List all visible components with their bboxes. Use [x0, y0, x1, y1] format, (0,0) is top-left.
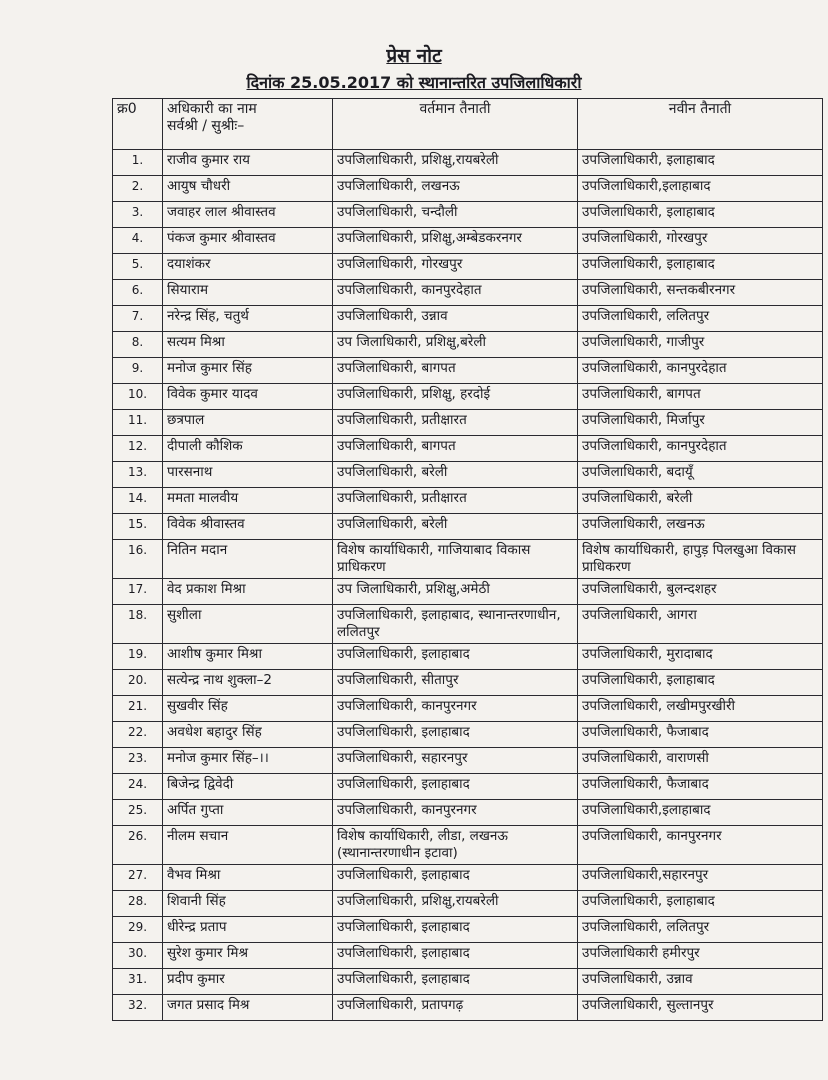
serial-number-cell: 26. [113, 826, 163, 865]
serial-number-cell: 21. [113, 696, 163, 722]
officer-name-cell: पंकज कुमार श्रीवास्तव [163, 228, 333, 254]
serial-number-cell: 8. [113, 332, 163, 358]
table-row [113, 228, 823, 254]
table-row [113, 969, 823, 995]
current-posting-cell: उपजिलाधिकारी, इलाहाबाद [333, 917, 578, 943]
serial-number-cell: 17. [113, 579, 163, 605]
serial-number-cell: 18. [113, 605, 163, 644]
table-row [113, 774, 823, 800]
serial-number-cell: 30. [113, 943, 163, 969]
table-row [113, 917, 823, 943]
table-row [113, 670, 823, 696]
current-posting-cell: उपजिलाधिकारी, इलाहाबाद [333, 943, 578, 969]
officer-name-cell: नरेन्द्र सिंह, चतुर्थ [163, 306, 333, 332]
new-posting-cell: उपजिलाधिकारी हमीरपुर [578, 943, 823, 969]
table-row [113, 800, 823, 826]
current-posting-cell: उपजिलाधिकारी, इलाहाबाद [333, 969, 578, 995]
current-posting-cell: उपजिलाधिकारी, प्रशिक्षु,अम्बेडकरनगर [333, 228, 578, 254]
new-posting-cell: उपजिलाधिकारी, बागपत [578, 384, 823, 410]
table-row [113, 150, 823, 176]
serial-number-cell: 9. [113, 358, 163, 384]
serial-number-cell: 3. [113, 202, 163, 228]
officer-name-cell: प्रदीप कुमार [163, 969, 333, 995]
serial-number-cell: 13. [113, 462, 163, 488]
current-posting-cell: उपजिलाधिकारी, इलाहाबाद, स्थानान्तरणाधीन, ललितपुर [333, 605, 578, 644]
current-posting-cell: उपजिलाधिकारी, कानपुरनगर [333, 696, 578, 722]
table-row [113, 605, 823, 644]
new-posting-cell: उपजिलाधिकारी,इलाहाबाद [578, 176, 823, 202]
serial-number-cell: 6. [113, 280, 163, 306]
officer-name-cell: अवधेश बहादुर सिंह [163, 722, 333, 748]
new-posting-cell: उपजिलाधिकारी, इलाहाबाद [578, 891, 823, 917]
officer-name-cell: वैभव मिश्रा [163, 865, 333, 891]
serial-number-cell: 23. [113, 748, 163, 774]
officer-name-cell: नीलम सचान [163, 826, 333, 865]
table-row [113, 540, 823, 579]
header-row [113, 99, 823, 150]
officer-name-cell: दयाशंकर [163, 254, 333, 280]
current-posting-cell: उपजिलाधिकारी, सीतापुर [333, 670, 578, 696]
table-row [113, 254, 823, 280]
new-posting-cell: उपजिलाधिकारी, लखीमपुरखीरी [578, 696, 823, 722]
officer-name-cell: सत्यम मिश्रा [163, 332, 333, 358]
table-row [113, 332, 823, 358]
current-posting-cell: उपजिलाधिकारी, चन्दौली [333, 202, 578, 228]
table-row [113, 579, 823, 605]
transfer-table [112, 98, 823, 1021]
new-posting-cell: उपजिलाधिकारी, इलाहाबाद [578, 254, 823, 280]
officer-name-cell: जगत प्रसाद मिश्र [163, 995, 333, 1021]
table-row [113, 410, 823, 436]
officer-name-cell: सुखवीर सिंह [163, 696, 333, 722]
serial-number-cell: 27. [113, 865, 163, 891]
table-row [113, 748, 823, 774]
current-posting-cell: उपजिलाधिकारी, इलाहाबाद [333, 774, 578, 800]
new-posting-cell: उपजिलाधिकारी, गाजीपुर [578, 332, 823, 358]
officer-name-cell: जवाहर लाल श्रीवास्तव [163, 202, 333, 228]
document-header [0, 44, 828, 94]
new-posting-cell: उपजिलाधिकारी,इलाहाबाद [578, 800, 823, 826]
officer-name-cell: अर्पित गुप्ता [163, 800, 333, 826]
table-row [113, 891, 823, 917]
current-posting-cell: उपजिलाधिकारी, इलाहाबाद [333, 865, 578, 891]
serial-number-cell: 2. [113, 176, 163, 202]
new-posting-cell: उपजिलाधिकारी, इलाहाबाद [578, 202, 823, 228]
new-posting-cell: उपजिलाधिकारी, बदायूँ [578, 462, 823, 488]
new-posting-cell: उपजिलाधिकारी, मुरादाबाद [578, 644, 823, 670]
officer-name-cell: मनोज कुमार सिंह [163, 358, 333, 384]
new-posting-cell: उपजिलाधिकारी, आगरा [578, 605, 823, 644]
new-posting-cell: उपजिलाधिकारी, लखनऊ [578, 514, 823, 540]
officer-name-cell: ममता मालवीय [163, 488, 333, 514]
new-posting-cell: उपजिलाधिकारी, इलाहाबाद [578, 150, 823, 176]
column-officer-name-line2: सर्वश्री / सुश्रीः– [167, 118, 245, 134]
table-row [113, 306, 823, 332]
officer-name-cell: सुशीला [163, 605, 333, 644]
new-posting-cell: उपजिलाधिकारी,सहारनपुर [578, 865, 823, 891]
serial-number-cell: 14. [113, 488, 163, 514]
officer-name-cell: सुरेश कुमार मिश्र [163, 943, 333, 969]
current-posting-cell: उप जिलाधिकारी, प्रशिक्षु,अमेठी [333, 579, 578, 605]
current-posting-cell: उपजिलाधिकारी, बरेली [333, 462, 578, 488]
new-posting-cell: उपजिलाधिकारी, कानपुरनगर [578, 826, 823, 865]
new-posting-cell: विशेष कार्याधिकारी, हापुड़ पिलखुआ विकास प्राधिकरण [578, 540, 823, 579]
table-row [113, 488, 823, 514]
table-row [113, 436, 823, 462]
current-posting-cell: उपजिलाधिकारी, लखनऊ [333, 176, 578, 202]
table-row [113, 358, 823, 384]
table-row [113, 462, 823, 488]
officer-name-cell: विवेक श्रीवास्तव [163, 514, 333, 540]
serial-number-cell: 5. [113, 254, 163, 280]
current-posting-cell: उपजिलाधिकारी, प्रशिक्षु,रायबरेली [333, 891, 578, 917]
current-posting-cell: उपजिलाधिकारी, उन्नाव [333, 306, 578, 332]
column-new-posting: नवीन तैनाती [578, 99, 823, 150]
current-posting-cell: उपजिलाधिकारी, प्रतीक्षारत [333, 410, 578, 436]
officer-name-cell: छत्रपाल [163, 410, 333, 436]
current-posting-cell: विशेष कार्याधिकारी, लीडा, लखनऊ (स्थानान्तरणाधीन इटावा) [333, 826, 578, 865]
new-posting-cell: उपजिलाधिकारी, इलाहाबाद [578, 670, 823, 696]
officer-name-cell: मनोज कुमार सिंह–।। [163, 748, 333, 774]
current-posting-cell: उपजिलाधिकारी, प्रतीक्षारत [333, 488, 578, 514]
column-officer-name [163, 99, 333, 150]
new-posting-cell: उपजिलाधिकारी, सुल्तानपुर [578, 995, 823, 1021]
new-posting-cell: उपजिलाधिकारी, सन्तकबीरनगर [578, 280, 823, 306]
column-officer-name-line1: अधिकारी का नाम [167, 101, 257, 117]
current-posting-cell: उपजिलाधिकारी, गोरखपुर [333, 254, 578, 280]
current-posting-cell: विशेष कार्याधिकारी, गाजियाबाद विकास प्राधिकरण [333, 540, 578, 579]
current-posting-cell: उपजिलाधिकारी, बागपत [333, 358, 578, 384]
officer-name-cell: पारसनाथ [163, 462, 333, 488]
officer-name-cell: आयुष चौधरी [163, 176, 333, 202]
document-title: प्रेस नोट [386, 45, 442, 67]
serial-number-cell: 32. [113, 995, 163, 1021]
officer-name-cell: शिवानी सिंह [163, 891, 333, 917]
table-row [113, 722, 823, 748]
serial-number-cell: 15. [113, 514, 163, 540]
table-row [113, 176, 823, 202]
officer-name-cell: नितिन मदान [163, 540, 333, 579]
new-posting-cell: उपजिलाधिकारी, कानपुरदेहात [578, 358, 823, 384]
officer-name-cell: विवेक कुमार यादव [163, 384, 333, 410]
serial-number-cell: 29. [113, 917, 163, 943]
officer-name-cell: धीरेन्द्र प्रताप [163, 917, 333, 943]
current-posting-cell: उपजिलाधिकारी, बागपत [333, 436, 578, 462]
table-row [113, 384, 823, 410]
new-posting-cell: उपजिलाधिकारी, वाराणसी [578, 748, 823, 774]
current-posting-cell: उपजिलाधिकारी, बरेली [333, 514, 578, 540]
current-posting-cell: उपजिलाधिकारी, कानपुरनगर [333, 800, 578, 826]
officer-name-cell: राजीव कुमार राय [163, 150, 333, 176]
table-row [113, 995, 823, 1021]
table-row [113, 644, 823, 670]
new-posting-cell: उपजिलाधिकारी, उन्नाव [578, 969, 823, 995]
officer-name-cell: आशीष कुमार मिश्रा [163, 644, 333, 670]
current-posting-cell: उपजिलाधिकारी, इलाहाबाद [333, 722, 578, 748]
serial-number-cell: 11. [113, 410, 163, 436]
table-row [113, 696, 823, 722]
new-posting-cell: उपजिलाधिकारी, फैजाबाद [578, 722, 823, 748]
new-posting-cell: उपजिलाधिकारी, बुलन्दशहर [578, 579, 823, 605]
table-body [113, 150, 823, 1021]
table-row [113, 943, 823, 969]
document-subtitle: दिनांक 25.05.2017 को स्थानान्तरित उपजिलाधिकारी [246, 73, 582, 92]
officer-name-cell: वेद प्रकाश मिश्रा [163, 579, 333, 605]
serial-number-cell: 28. [113, 891, 163, 917]
officer-name-cell: बिजेन्द्र द्विवेदी [163, 774, 333, 800]
column-serial: क्र0 [113, 99, 163, 150]
table-row [113, 202, 823, 228]
table-row [113, 826, 823, 865]
serial-number-cell: 25. [113, 800, 163, 826]
current-posting-cell: उप जिलाधिकारी, प्रशिक्षु,बरेली [333, 332, 578, 358]
serial-number-cell: 1. [113, 150, 163, 176]
new-posting-cell: उपजिलाधिकारी, ललितपुर [578, 306, 823, 332]
serial-number-cell: 10. [113, 384, 163, 410]
new-posting-cell: उपजिलाधिकारी, फैजाबाद [578, 774, 823, 800]
new-posting-cell: उपजिलाधिकारी, कानपुरदेहात [578, 436, 823, 462]
current-posting-cell: उपजिलाधिकारी, इलाहाबाद [333, 644, 578, 670]
table-row [113, 865, 823, 891]
new-posting-cell: उपजिलाधिकारी, बरेली [578, 488, 823, 514]
serial-number-cell: 7. [113, 306, 163, 332]
officer-name-cell: सियाराम [163, 280, 333, 306]
serial-number-cell: 12. [113, 436, 163, 462]
new-posting-cell: उपजिलाधिकारी, ललितपुर [578, 917, 823, 943]
current-posting-cell: उपजिलाधिकारी, प्रतापगढ़ [333, 995, 578, 1021]
serial-number-cell: 20. [113, 670, 163, 696]
new-posting-cell: उपजिलाधिकारी, गोरखपुर [578, 228, 823, 254]
column-current-posting: वर्तमान तैनाती [333, 99, 578, 150]
current-posting-cell: उपजिलाधिकारी, प्रशिक्षु,रायबरेली [333, 150, 578, 176]
current-posting-cell: उपजिलाधिकारी, सहारनपुर [333, 748, 578, 774]
serial-number-cell: 16. [113, 540, 163, 579]
serial-number-cell: 19. [113, 644, 163, 670]
table-row [113, 514, 823, 540]
serial-number-cell: 31. [113, 969, 163, 995]
table-row [113, 280, 823, 306]
current-posting-cell: उपजिलाधिकारी, प्रशिक्षु, हरदोई [333, 384, 578, 410]
new-posting-cell: उपजिलाधिकारी, मिर्जापुर [578, 410, 823, 436]
serial-number-cell: 22. [113, 722, 163, 748]
current-posting-cell: उपजिलाधिकारी, कानपुरदेहात [333, 280, 578, 306]
table-header [113, 99, 823, 150]
officer-name-cell: दीपाली कौशिक [163, 436, 333, 462]
serial-number-cell: 24. [113, 774, 163, 800]
serial-number-cell: 4. [113, 228, 163, 254]
officer-name-cell: सत्येन्द्र नाथ शुक्ला–2 [163, 670, 333, 696]
